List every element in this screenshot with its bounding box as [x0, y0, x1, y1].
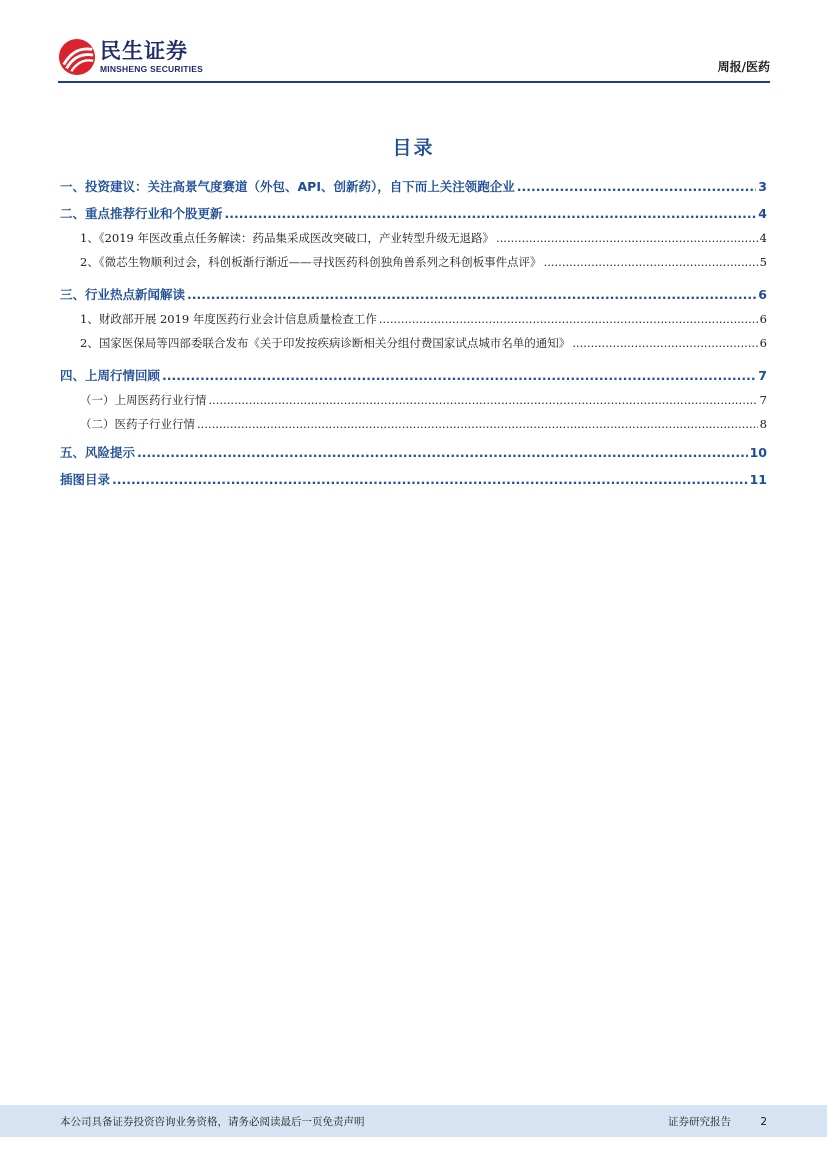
toc-leader-dots — [187, 287, 756, 302]
toc-entry-label: 四、上周行情回顾 — [60, 368, 161, 383]
toc-entry-label: （一）上周医药行业行情 — [80, 393, 207, 407]
toc-entry-label: 1、《2019 年医改重点任务解读：药品集采成医改突破口，产业转型升级无退路》 — [80, 231, 494, 245]
company-logo — [58, 38, 203, 76]
toc-leader-dots — [572, 336, 757, 350]
toc-entry-label: 三、行业热点新闻解读 — [60, 287, 186, 302]
toc-leader-dots — [225, 206, 757, 221]
header-divider — [58, 81, 770, 83]
toc-leader-dots — [162, 368, 756, 383]
toc-entry-page: 7 — [759, 393, 767, 407]
toc-entry-market-review[interactable] — [60, 366, 767, 387]
toc-entry-industry-news[interactable] — [60, 285, 767, 306]
toc-entry-chipscreen-star-market[interactable] — [60, 254, 767, 275]
toc-entry-label: 二、重点推荐行业和个股更新 — [60, 206, 223, 221]
toc-entry-healthcare-reform[interactable] — [60, 230, 767, 251]
toc-entry-risk-warning[interactable] — [60, 443, 767, 464]
toc-entry-label: 2、国家医保局等四部委联合发布《关于印发按疾病诊断相关分组付费国家试点城市名单的通知》 — [80, 336, 571, 350]
toc-title: 目录 — [392, 137, 435, 159]
footer-page-number: 2 — [760, 1116, 767, 1128]
toc-leader-dots — [379, 312, 758, 326]
toc-entry-label: 2、《微芯生物顺利过会，科创板渐行渐近——寻找医药科创独角兽系列之科创板事件点评》 — [80, 255, 542, 269]
toc-entry-page: 8 — [759, 417, 767, 431]
toc-leader-dots — [197, 417, 758, 431]
toc-entry-page: 5 — [759, 255, 767, 269]
toc-entry-key-recommendations[interactable] — [60, 204, 767, 225]
toc-entry-weekly-pharma-market[interactable] — [60, 392, 767, 413]
toc-entry-page: 4 — [759, 231, 767, 245]
toc-leader-dots — [496, 231, 758, 245]
page-footer — [0, 1105, 827, 1137]
toc-entry-page: 6 — [758, 287, 767, 302]
toc-leader-dots — [517, 179, 757, 194]
toc-leader-dots — [544, 255, 758, 269]
footer-info — [668, 1114, 767, 1129]
toc-entry-subsector-market[interactable] — [60, 416, 767, 437]
toc-entry-mof-inspection[interactable] — [60, 311, 767, 332]
toc-entry-figure-index[interactable] — [60, 470, 767, 491]
toc-leader-dots — [112, 472, 748, 487]
toc-entry-page: 3 — [758, 179, 767, 194]
toc-entry-label: 1、财政部开展 2019 年度医药行业会计信息质量检查工作 — [80, 312, 377, 326]
page-header — [58, 38, 770, 82]
toc-entry-drg-pilot-cities[interactable] — [60, 335, 767, 356]
document-type: 周报/医药 — [717, 60, 770, 74]
logo-chinese-name: 民生证券 — [100, 38, 188, 63]
toc-leader-dots — [137, 445, 748, 460]
toc-entry-label: （二）医药子行业行情 — [80, 417, 195, 431]
table-of-contents — [60, 177, 767, 491]
footer-report-type: 证券研究报告 — [667, 1116, 731, 1128]
toc-entry-page: 6 — [759, 312, 767, 326]
toc-entry-label: 插图目录 — [60, 472, 111, 487]
toc-entry-page: 6 — [759, 336, 767, 350]
toc-leader-dots — [209, 393, 758, 407]
minsheng-logo-icon — [58, 38, 96, 76]
toc-entry-label: 五、风险提示 — [60, 445, 136, 460]
toc-entry-investment-advice[interactable] — [60, 177, 767, 198]
logo-english-name: MINSHENG SECURITIES — [100, 63, 203, 74]
toc-entry-page: 11 — [749, 472, 767, 487]
toc-entry-page: 7 — [758, 368, 767, 383]
toc-entry-label: 一、投资建议：关注高景气度赛道（外包、API、创新药），自下而上关注领跑企业 — [60, 179, 515, 194]
toc-entry-page: 10 — [749, 445, 767, 460]
toc-entry-page: 4 — [758, 206, 767, 221]
footer-disclaimer: 本公司具备证券投资咨询业务资格，请务必阅读最后一页免责声明 — [60, 1116, 365, 1128]
